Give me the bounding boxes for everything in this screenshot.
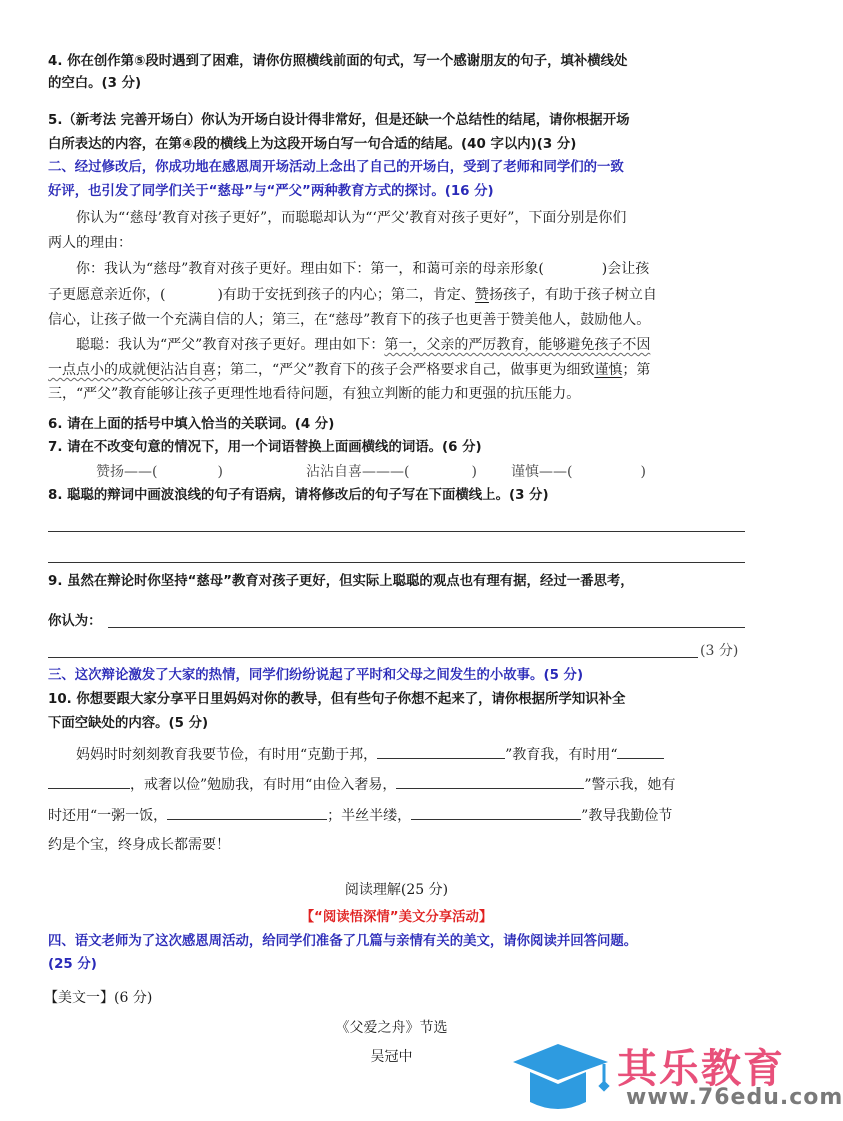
section4-line1: 四、语文老师为了这次感恩周活动，给同学们准备了几篇与亲情有关的美文，请你阅读并回答问题。 bbox=[48, 934, 638, 949]
answer-blank[interactable] bbox=[396, 774, 584, 789]
q10-para-line2 bbox=[48, 774, 748, 795]
q7-item bbox=[96, 462, 306, 482]
you-text-d: )有助于安抚到孩子的内心；第二，肯定、 bbox=[217, 287, 475, 303]
q7-close: ) bbox=[217, 464, 223, 480]
q7-item bbox=[306, 462, 511, 482]
you-text-a: 你：我认为“慈母”教育对孩子更好。理由如下：第一，和蔼可亲的母亲形象( bbox=[76, 261, 544, 277]
q10-line1: 10. 你想要跟大家分享平日里妈妈对你的教导，但有些句子你想不起来了，请你根据所学知识补全 bbox=[48, 692, 626, 707]
q10-text: 时还用“一粥一饭， bbox=[48, 808, 168, 824]
q8: 8. 聪聪的辩词中画波浪线的句子有语病，请将修改后的句子写在下面横线上。(3 分) bbox=[48, 488, 549, 503]
intro-line2: 两人的理由： bbox=[48, 235, 132, 251]
cap-top bbox=[513, 1044, 608, 1080]
wavy-sentence: 第一，父亲的严厉教育，能够避免孩子不因 bbox=[384, 337, 651, 353]
q5-line1: 5.（新考法 完善开场白）你认为开场白设计得非常好，但是还缺一个总结性的结尾，请你根据开场 bbox=[48, 113, 630, 128]
answer-blank[interactable] bbox=[617, 744, 664, 759]
q10-para-line3 bbox=[48, 805, 748, 826]
q7-word: 谨慎——( bbox=[511, 464, 573, 480]
q7-item bbox=[511, 464, 646, 480]
q9-label: 你认为： bbox=[48, 614, 102, 629]
you-line2 bbox=[48, 285, 748, 305]
cong-line2 bbox=[48, 360, 748, 380]
q9-score: (3 分) bbox=[700, 643, 739, 659]
q4-line2: 的空白。(3 分) bbox=[48, 76, 142, 91]
watermark-url: www.76edu.com bbox=[626, 1085, 843, 1110]
section2-line1: 二、经过修改后，你成功地在感恩周开场活动上念出了自己的开场白，受到了老师和同学们的一致 bbox=[48, 160, 624, 175]
intro-line1: 你认为“‘慈母’教育对孩子更好”，而聪聪却认为“‘严父’教育对孩子更好”，下面分别是你们 bbox=[76, 210, 627, 226]
q7-word: 沾沾自喜———( bbox=[306, 464, 410, 480]
q10-text: ；半丝半缕， bbox=[327, 808, 412, 824]
essay-label: 【美文一】(6 分) bbox=[44, 990, 153, 1006]
q10-text: ，戒奢以俭”勉励我，有时用“由俭入奢易， bbox=[130, 777, 397, 793]
answer-blank[interactable] bbox=[411, 805, 581, 820]
q10-text: ”警示我，她有 bbox=[584, 777, 676, 793]
cong-line3: 三，“严父”教育能够让孩子更理性地看待问题，有独立判断的能力和更强的抗压能力。 bbox=[48, 386, 581, 402]
answer-line[interactable] bbox=[48, 657, 698, 658]
essay-title: 《父爱之舟》节选 bbox=[335, 1020, 448, 1036]
answer-line[interactable] bbox=[108, 627, 745, 628]
q7-word: 赞扬——( bbox=[96, 464, 158, 480]
reading-title: 阅读理解(25 分) bbox=[344, 882, 449, 898]
you-text-c: 子更愿意亲近你，( bbox=[48, 287, 166, 303]
answer-blank[interactable] bbox=[167, 805, 327, 820]
q7-close: ) bbox=[640, 464, 646, 480]
q4-line1: 4. 你在创作第⑤段时遇到了困难，请你仿照横线前面的句式，写一个感谢朋友的句子，填补横线处 bbox=[48, 54, 628, 69]
answer-blank[interactable] bbox=[48, 774, 130, 789]
cong-text-c: ；第 bbox=[622, 362, 651, 378]
section4-line2: (25 分) bbox=[48, 957, 97, 972]
watermark-brand: 其乐教育 bbox=[617, 1046, 785, 1092]
q6: 6. 请在上面的括号中填入恰当的关联词。(4 分) bbox=[48, 417, 335, 432]
wavy-sentence: 一点点小的成就便沾沾自喜 bbox=[48, 362, 216, 378]
cong-text-b: ；第二，“严父”教育下的孩子会严格要求自己，做事更为细致 bbox=[216, 362, 595, 378]
q5-line2: 白所表达的内容，在第④段的横线上为这段开场白写一句合适的结尾。(40 字以内)(3 分) bbox=[48, 137, 577, 152]
section2-line2: 好评，也引发了同学们关于“慈母”与“严父”两种教育方式的探讨。(16 分) bbox=[48, 184, 494, 199]
q10-text: ”教导我勤俭节 bbox=[581, 808, 673, 824]
section3: 三、这次辩论激发了大家的热情，同学们纷纷说起了平时和父母之间发生的小故事。(5 分) bbox=[48, 668, 584, 683]
activity-title: 【“阅读悟深情”美文分享活动】 bbox=[300, 910, 493, 925]
cong-text-a: 聪聪：我认为“严父”教育对孩子更好。理由如下： bbox=[76, 337, 385, 353]
answer-line[interactable] bbox=[48, 562, 745, 563]
you-line3: 信心，让孩子做一个充满自信的人；第三，在“慈母”教育下的孩子也更善于赞美他人，鼓励他人。 bbox=[48, 312, 651, 328]
you-text-b: )会让孩 bbox=[601, 261, 650, 277]
underlined-word: 谨慎 bbox=[594, 362, 623, 378]
q10-line2: 下面空缺处的内容。(5 分) bbox=[48, 716, 209, 731]
q10-text: ”教育我，有时用“ bbox=[505, 747, 618, 763]
cong-line1 bbox=[76, 335, 776, 355]
q7-close: ) bbox=[471, 464, 477, 480]
answer-blank[interactable] bbox=[377, 744, 505, 759]
q10-text: 妈妈时时刻刻教育我要节俭，有时用“克勤于邦， bbox=[76, 747, 378, 763]
essay-author: 吴冠中 bbox=[370, 1049, 413, 1065]
q10-para-line4: 约是个宝，终身成长都需要！ bbox=[48, 837, 230, 853]
answer-line[interactable] bbox=[48, 531, 745, 532]
q7-items bbox=[96, 462, 736, 482]
underlined-word: 赞 bbox=[474, 287, 489, 303]
q7: 7. 请在不改变句意的情况下，用一个词语替换上面画横线的词语。(6 分) bbox=[48, 440, 482, 455]
you-line1 bbox=[76, 259, 776, 279]
q9-line1: 9. 虽然在辩论时你坚持“慈母”教育对孩子更好，但实际上聪聪的观点也有理有据，经过一番思考， bbox=[48, 574, 634, 589]
you-text-e: 扬孩子，有助于孩子树立自 bbox=[488, 287, 657, 303]
q10-para-line1 bbox=[76, 744, 776, 765]
cap-tassel-end bbox=[598, 1080, 609, 1091]
